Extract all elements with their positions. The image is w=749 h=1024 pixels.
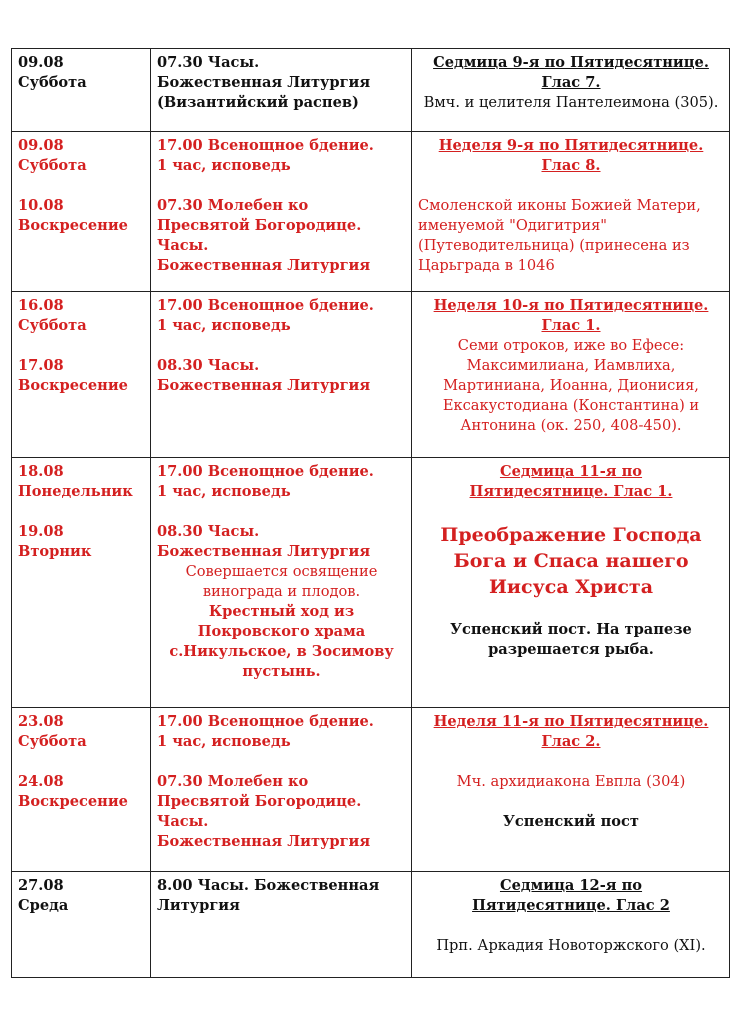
table-row <box>12 292 730 458</box>
date-cell <box>12 132 151 292</box>
weekday: Понедельник <box>18 483 133 500</box>
service-line: 17.00 Всенощное бдение. <box>157 297 374 314</box>
week-title: Седмица 11-я по Пятидесятнице. Глас 1. <box>469 463 673 500</box>
date-cell <box>12 708 151 872</box>
service-line: Часы. <box>157 237 209 254</box>
schedule-table <box>11 48 730 978</box>
service-line: 1 час, исповедь <box>157 317 291 334</box>
week-title: Неделя 10-я по Пятидесятнице. Глас 1. <box>433 297 709 334</box>
saint-text: Семи отроков, иже во Ефесе: Максимилиана, Иамвлиха, Мартиниана, Иоанна, Дионисия, Ексакустодиана (Константина) и Антонина (ок. 250, 408-450). <box>442 337 700 434</box>
service-line: 17.00 Всенощное бдение. <box>157 137 374 154</box>
commemoration-cell <box>412 292 730 458</box>
services-cell <box>151 49 412 132</box>
commemoration-cell <box>412 132 730 292</box>
date: 09.08 <box>18 54 64 71</box>
weekday: Воскресение <box>18 793 128 810</box>
weekday: Суббота <box>18 733 87 750</box>
date: 24.08 <box>18 773 64 790</box>
services-cell <box>151 872 412 978</box>
saint-text: Мч. архидиакона Евпла (304) <box>456 773 686 790</box>
weekday: Воскресение <box>18 377 128 394</box>
commemoration-cell <box>412 708 730 872</box>
table-row <box>12 872 730 978</box>
service-line: Божественная Литургия <box>157 377 371 394</box>
saint-text: Вмч. и целителя Пантелеимона (305). <box>423 94 719 111</box>
date: 09.08 <box>18 137 64 154</box>
weekday: Суббота <box>18 317 87 334</box>
service-line: 17.00 Всенощное бдение. <box>157 713 374 730</box>
service-line: Божественная Литургия <box>157 257 371 274</box>
service-line: Пресвятой Богородице. <box>157 793 362 810</box>
week-title: Седмица 12-я по Пятидесятнице. Глас 2 <box>472 877 670 914</box>
week-title: Неделя 9-я по Пятидесятнице. Глас 8. <box>438 137 704 174</box>
service-line: (Византийский распев) <box>157 94 359 111</box>
service-line: 1 час, исповедь <box>157 157 291 174</box>
date-cell <box>12 872 151 978</box>
service-line: 17.00 Всенощное бдение. <box>157 463 374 480</box>
date-cell <box>12 458 151 708</box>
weekday: Суббота <box>18 157 87 174</box>
service-line: 07.30 Часы. <box>157 54 260 71</box>
procession-note: Крестный ход из Покровского храма с.Никульское, в Зосимову пустынь. <box>169 603 394 680</box>
service-line: 08.30 Часы. <box>157 523 260 540</box>
date: 19.08 <box>18 523 64 540</box>
service-line: 08.30 Часы. <box>157 357 260 374</box>
services-cell <box>151 292 412 458</box>
commemoration-cell <box>412 49 730 132</box>
services-cell <box>151 708 412 872</box>
service-note: Совершается освящение винограда и плодов. <box>185 563 378 600</box>
feast-title: Преображение Господа Бога и Спаса нашего Иисуса Христа <box>440 524 702 598</box>
weekday: Воскресение <box>18 217 128 234</box>
fast-note: Успенский пост. На трапезе разрешается рыба. <box>450 621 692 658</box>
commemoration-cell <box>412 458 730 708</box>
week-title: Седмица 9-я по Пятидесятнице. Глас 7. <box>433 54 709 91</box>
service-line: Божественная Литургия <box>157 74 371 91</box>
saint-text: Смоленской иконы Божией Матери, именуемой "Одигитрия" (Путеводительница) (принесена из Царьграда в 1046 <box>418 197 701 274</box>
date: 27.08 <box>18 877 64 894</box>
services-cell <box>151 458 412 708</box>
service-line: Божественная Литургия <box>157 833 371 850</box>
weekday: Вторник <box>18 543 92 560</box>
services-cell <box>151 132 412 292</box>
weekday: Среда <box>18 897 69 914</box>
service-line: Божественная Литургия <box>157 543 371 560</box>
service-line: 07.30 Молебен ко <box>157 773 309 790</box>
date-cell <box>12 292 151 458</box>
fast-note: Успенский пост <box>503 813 639 830</box>
table-row <box>12 132 730 292</box>
service-line: 1 час, исповедь <box>157 733 291 750</box>
date-cell <box>12 49 151 132</box>
commemoration-cell <box>412 872 730 978</box>
service-line: Пресвятой Богородице. <box>157 217 362 234</box>
service-line: Часы. <box>157 813 209 830</box>
service-line: 1 час, исповедь <box>157 483 291 500</box>
weekday: Суббота <box>18 74 87 91</box>
service-line: 8.00 Часы. Божественная Литургия <box>157 877 380 914</box>
date: 16.08 <box>18 297 64 314</box>
table-row <box>12 708 730 872</box>
table-row <box>12 49 730 132</box>
service-line: 07.30 Молебен ко <box>157 197 309 214</box>
date: 18.08 <box>18 463 64 480</box>
date: 10.08 <box>18 197 64 214</box>
table-row <box>12 458 730 708</box>
date: 23.08 <box>18 713 64 730</box>
saint-text: Прп. Аркадия Новоторжского (XI). <box>436 937 706 954</box>
week-title: Неделя 11-я по Пятидесятнице. Глас 2. <box>433 713 709 750</box>
date: 17.08 <box>18 357 64 374</box>
